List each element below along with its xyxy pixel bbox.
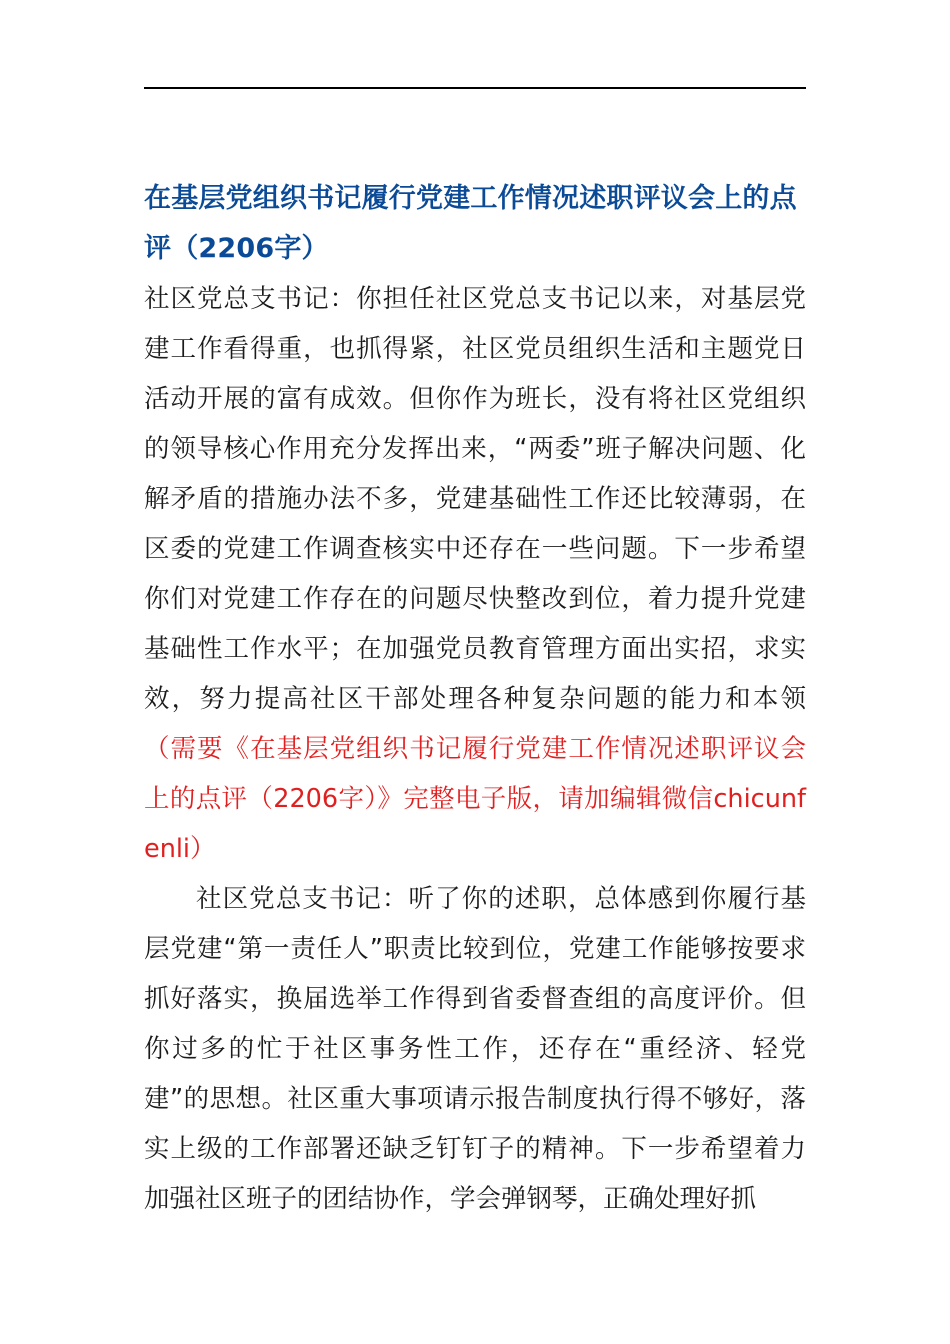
paragraph-1 xyxy=(144,274,806,874)
header-rule xyxy=(144,87,806,89)
paragraph-2: 社区党总支书记：听了你的述职，总体感到你履行基层党建“第一责任人”职责比较到位，党建工作能够按要求抓好落实，换届选举工作得到省委督查组的高度评价。但你过多的忙于社区事务性工作，还存在“重经济、轻党建”的思想。社区重大事项请示报告制度执行得不够好，落实上级的工作部署还缺乏钉钉子的精神。下一步希望着力加强社区班子的团结协作，学会弹钢琴，正确处理好抓 xyxy=(144,884,806,1214)
paragraph-1-text: 社区党总支书记：你担任社区党总支书记以来，对基层党建工作看得重，也抓得紧，社区党员组织生活和主题党日活动开展的富有成效。但你作为班长，没有将社区党组织的领导核心作用充分发挥出来，“两委”班子解决问题、化解矛盾的措施办法不多，党建基础性工作还比较薄弱，在区委的党建工作调查核实中还存在一些问题。下一步希望你们对党建工作存在的问题尽快整改到位，着力提升党建基础性工作水平；在加强党员教育管理方面出实招，求实效，努力提高社区干部处理各种复杂问题的能力和本领 xyxy=(144,284,806,714)
document-title: 在基层党组织书记履行党建工作情况述职评议会上的点评（2206字） xyxy=(144,183,797,264)
paragraph-1-red-note: （需要《在基层党组织书记履行党建工作情况述职评议会上的点评（2206字）》完整电子版，请加编辑微信chicunfenli） xyxy=(144,734,806,864)
document-body xyxy=(144,174,806,1224)
